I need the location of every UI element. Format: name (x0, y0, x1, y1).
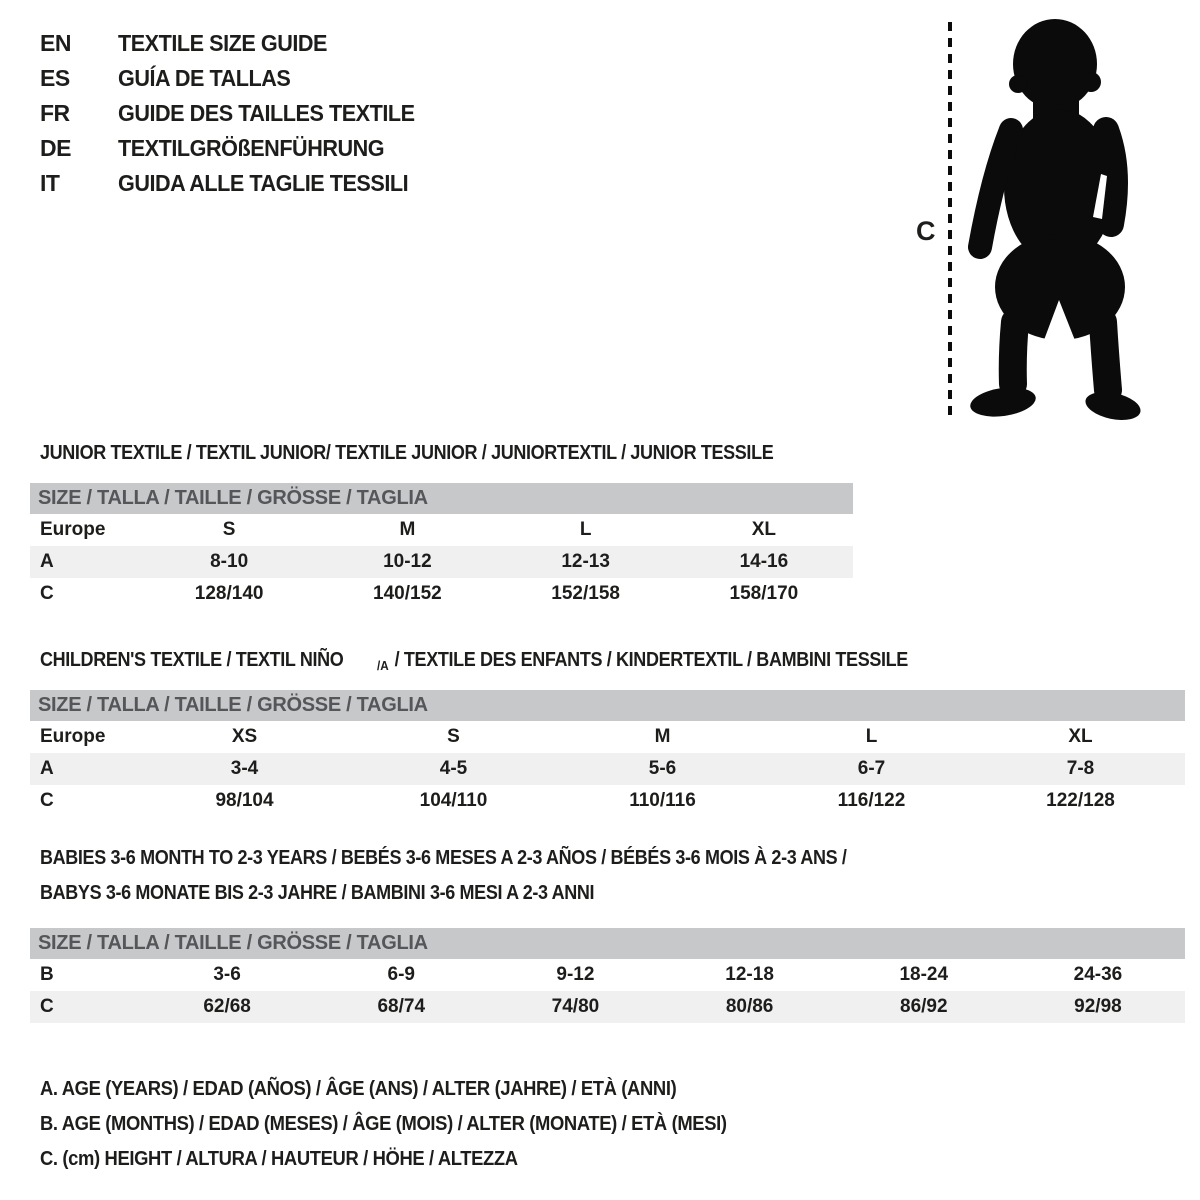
table-cell: M (654, 726, 671, 747)
table-cell: XS (231, 726, 258, 747)
table-row (30, 721, 1185, 753)
language-label (118, 135, 401, 162)
section-title-line (40, 841, 1185, 876)
table-cell: 74/80 (551, 996, 600, 1017)
toddler-silhouette-image (905, 10, 1150, 422)
section-title-line (40, 643, 1185, 678)
size-header-bar: SIZE / TALLA / TAILLE / GRÖSSE / TAGLIA (30, 928, 1185, 959)
table-cell: 62/68 (203, 996, 251, 1017)
section-title (40, 643, 1185, 678)
table-cell: 6-7 (857, 758, 886, 779)
section-title-line (40, 876, 1185, 911)
language-label-text: GUIDA ALLE TAGLIE TESSILI (118, 170, 409, 196)
language-label (118, 65, 301, 92)
language-code: ES (40, 65, 70, 91)
toddler-shape (968, 19, 1143, 422)
table-row (30, 959, 1185, 991)
table-cell: L (865, 726, 878, 747)
section-title-text: BABIES 3-6 MONTH TO 2-3 YEARS / BEBÉS 3-6 MESES A 2-3 AÑOS / BÉBÉS 3-6 MOIS À 2-3 ANS / (40, 847, 847, 869)
table-row (30, 514, 853, 546)
section-title-subscript: /A (377, 658, 389, 673)
size-header-bar: SIZE / TALLA / TAILLE / GRÖSSE / TAGLIA (30, 483, 853, 514)
table-cell: 98/104 (215, 790, 274, 811)
language-row (40, 131, 434, 166)
section-junior (30, 436, 853, 610)
language-label-text: GUIDE DES TAILLES TEXTILE (118, 100, 415, 126)
legend-line-text: C. (cm) HEIGHT / ALTURA / HAUTEUR / HÖHE / ALTEZZA (40, 1148, 518, 1170)
table-cell: 18-24 (899, 964, 949, 985)
language-label-text: GUÍA DE TALLAS (118, 65, 291, 91)
table-row (30, 546, 853, 578)
table-cell: 12-13 (561, 551, 610, 572)
section-title-text: JUNIOR TEXTILE / TEXTIL JUNIOR/ TEXTILE JUNIOR / JUNIORTEXTIL / JUNIOR TESSILE (40, 442, 774, 464)
table-cell: 6-9 (387, 964, 415, 985)
table-cell: 128/140 (194, 583, 264, 604)
language-code: DE (40, 135, 71, 161)
table-cell: XL (1068, 726, 1093, 747)
legend-line (40, 1072, 786, 1107)
table-cell: 9-12 (556, 964, 595, 985)
table-row (30, 578, 853, 610)
row-label: C (40, 790, 54, 811)
language-code: EN (40, 30, 71, 56)
table-cell: 8-10 (210, 551, 249, 572)
legend-line-text: B. AGE (MONTHS) / EDAD (MESES) / ÂGE (MOIS) / ALTER (MONATE) / ETÀ (MESI) (40, 1113, 727, 1135)
table-cell: 5-6 (648, 758, 677, 779)
language-code: IT (40, 170, 60, 196)
row-label: A (40, 551, 54, 572)
table-row (30, 991, 1185, 1023)
table-cell: 24-36 (1073, 964, 1123, 985)
language-row (40, 96, 434, 131)
table-cell: 116/122 (837, 790, 906, 811)
table-cell: S (447, 726, 460, 747)
table-cell: 68/74 (377, 996, 426, 1017)
size-table (30, 514, 853, 610)
table-cell: 3-6 (213, 964, 241, 985)
table-cell: 122/128 (1046, 790, 1115, 811)
table-cell: 7-8 (1066, 758, 1095, 779)
height-measure-label: C (916, 216, 936, 246)
table-cell: 3-4 (230, 758, 259, 779)
table-row (30, 753, 1185, 785)
legend (40, 1072, 786, 1177)
language-code: FR (40, 100, 70, 126)
table-cell: 158/170 (729, 583, 799, 604)
table-cell: 140/152 (373, 583, 442, 604)
table-cell: 110/116 (629, 790, 696, 811)
section-title-text: BABYS 3-6 MONATE BIS 2-3 JAHRE / BAMBINI 3-6 MESI A 2-3 ANNI (40, 882, 595, 904)
section-babies (30, 841, 1185, 1023)
row-label: A (40, 758, 54, 779)
table-cell: 152/158 (551, 583, 620, 604)
table-cell: XL (751, 519, 777, 540)
language-label (118, 30, 340, 57)
section-children (30, 643, 1185, 817)
table-cell: 14-16 (739, 551, 789, 572)
section-title-line (40, 436, 853, 471)
table-cell: S (222, 519, 236, 540)
language-label (118, 170, 427, 197)
language-label-text: TEXTILE SIZE GUIDE (118, 30, 327, 56)
row-label: C (40, 996, 54, 1017)
legend-line (40, 1142, 786, 1177)
legend-line-text: A. AGE (YEARS) / EDAD (AÑOS) / ÂGE (ANS) / ALTER (JAHRE) / ETÀ (ANNI) (40, 1078, 677, 1100)
row-label: Europe (40, 726, 106, 747)
language-label-text: TEXTILGRÖßENFÜHRUNG (118, 135, 385, 161)
table-cell: 104/110 (419, 790, 488, 811)
table-cell: L (579, 519, 592, 540)
section-title-text: / TEXTILE DES ENFANTS / KINDERTEXTIL / BAMBINI TESSILE (390, 649, 909, 671)
table-cell: 80/86 (725, 996, 774, 1017)
table-cell: 12-18 (725, 964, 774, 985)
language-row (40, 26, 434, 61)
row-label: B (40, 964, 54, 985)
size-table (30, 959, 1185, 1023)
size-table (30, 721, 1185, 817)
table-cell: 86/92 (900, 996, 948, 1017)
row-label: C (40, 583, 54, 604)
row-label: Europe (40, 519, 106, 540)
section-title (40, 436, 853, 471)
table-cell: M (399, 519, 416, 540)
table-cell: 4-5 (439, 758, 468, 779)
size-header-bar: SIZE / TALLA / TAILLE / GRÖSSE / TAGLIA (30, 690, 1185, 721)
language-row (40, 61, 434, 96)
table-cell: 92/98 (1074, 996, 1122, 1017)
language-label (118, 100, 434, 127)
legend-line (40, 1107, 786, 1142)
section-title (40, 841, 1185, 911)
language-row (40, 166, 434, 201)
table-cell: 10-12 (383, 551, 432, 572)
table-row (30, 785, 1185, 817)
section-title-text: CHILDREN'S TEXTILE / TEXTIL NIÑO (40, 649, 344, 671)
language-list (40, 26, 434, 201)
